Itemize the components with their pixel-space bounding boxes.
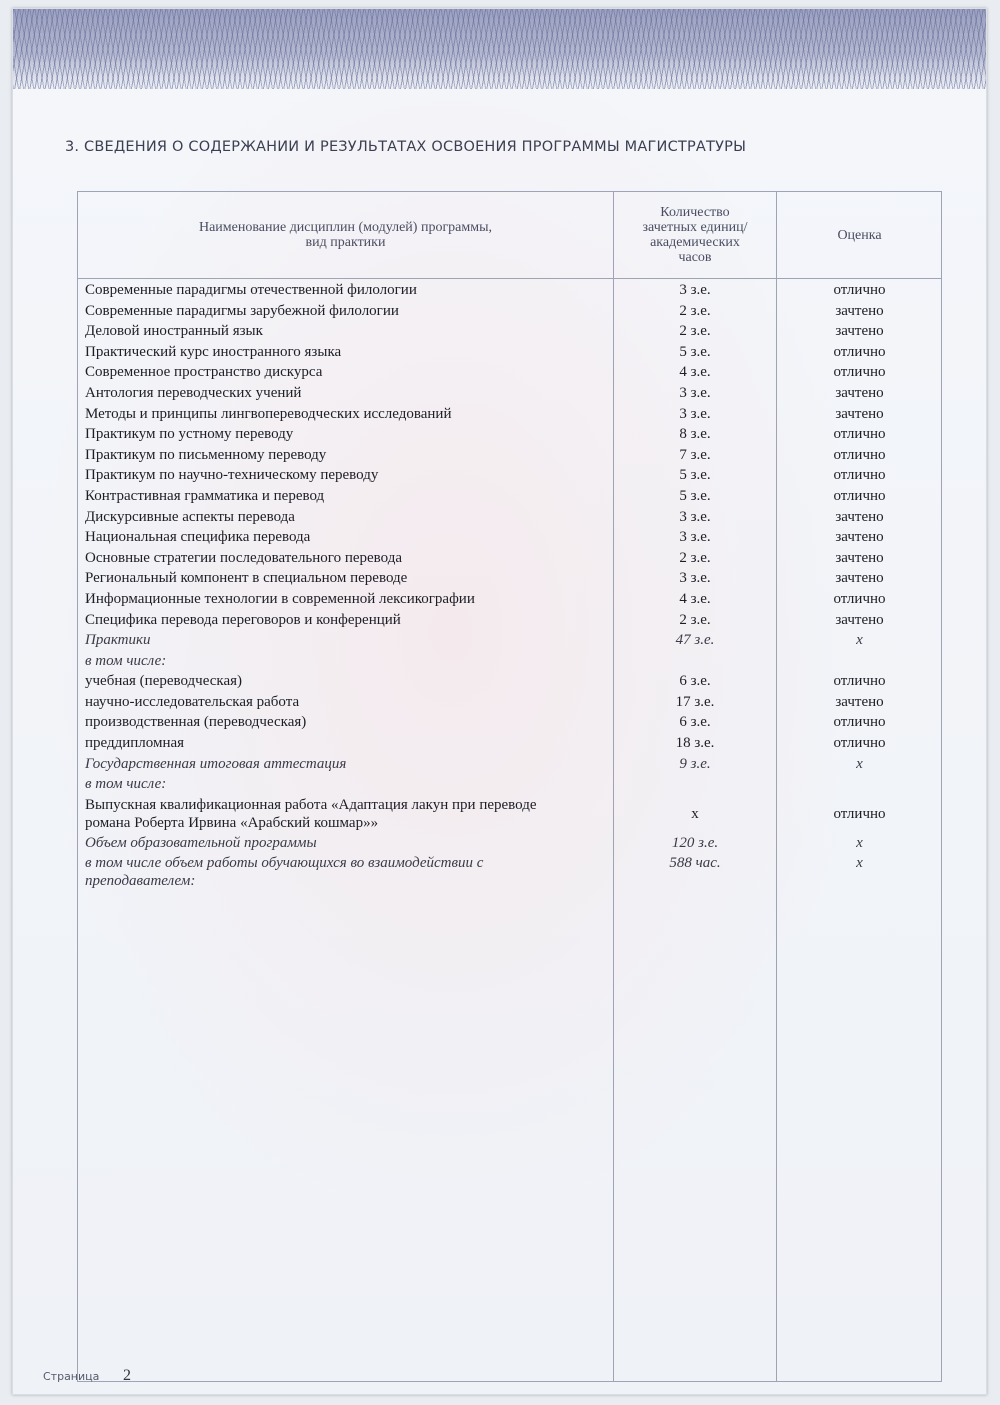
row-name: Основные стратегии последовательного перевода xyxy=(85,549,403,566)
row-name: Контрастивная грамматика и перевод xyxy=(85,487,325,504)
row-grade: отлично xyxy=(833,467,886,484)
header-grade xyxy=(777,192,942,278)
header-name-line: вид практики xyxy=(305,235,386,250)
table-row xyxy=(78,445,943,466)
table-row-contact-hours xyxy=(78,853,943,890)
row-name: Деловой иностранный язык xyxy=(85,323,263,340)
row-units: 17 з.е. xyxy=(675,693,715,710)
row-name: Методы и принципы лингвопереводческих исследований xyxy=(85,405,452,422)
row-name: Практикум по научно-техническому переводу xyxy=(85,467,379,484)
table-row xyxy=(78,733,943,754)
row-name: Антология переводческих учений xyxy=(85,384,302,401)
header-units-line: Количество xyxy=(660,205,730,220)
table-row xyxy=(78,342,943,363)
row-units: 5 з.е. xyxy=(679,487,711,504)
row-grade: зачтено xyxy=(835,384,884,401)
page-label: Страница xyxy=(43,1370,100,1383)
row-grade: отлично xyxy=(833,343,886,360)
row-name: учебная (переводческая) xyxy=(85,673,243,690)
table-row-program-volume xyxy=(78,833,943,854)
row-units: 4 з.е. xyxy=(679,364,711,381)
table-row xyxy=(78,527,943,548)
row-grade: x xyxy=(856,632,863,649)
row-name xyxy=(85,796,605,832)
page-number: 2 xyxy=(123,1367,131,1384)
row-units: 588 час. xyxy=(669,855,721,872)
security-pattern-band xyxy=(13,9,986,89)
row-units: 7 з.е. xyxy=(679,446,711,463)
table-row xyxy=(78,568,943,589)
row-grade: отлично xyxy=(833,805,886,822)
row-name: производственная (переводческая) xyxy=(85,714,307,731)
row-grade: отлично xyxy=(833,735,886,752)
table-row-thesis xyxy=(78,795,943,833)
header-units-line: академических xyxy=(650,235,740,250)
row-units: 8 з.е. xyxy=(679,426,711,443)
table-row xyxy=(78,712,943,733)
row-name: Национальная специфика перевода xyxy=(85,529,311,546)
row-grade: x xyxy=(856,834,863,851)
row-units: 2 з.е. xyxy=(679,302,711,319)
row-units: 2 з.е. xyxy=(679,549,711,566)
row-units: 18 з.е. xyxy=(675,735,715,752)
row-name: Современное пространство дискурса xyxy=(85,364,323,381)
row-name: Современные парадигмы зарубежной филологии xyxy=(85,302,399,319)
table-row xyxy=(78,280,943,301)
row-grade: отлично xyxy=(833,590,886,607)
row-units: 3 з.е. xyxy=(679,529,711,546)
row-grade: отлично xyxy=(833,364,886,381)
table-row xyxy=(78,589,943,610)
header-grade-label: Оценка xyxy=(837,227,882,243)
row-units: 6 з.е. xyxy=(679,714,711,731)
row-units: 4 з.е. xyxy=(679,590,711,607)
row-name: преддипломная xyxy=(85,735,185,752)
row-name-line: в том числе объем работы обучающихся во взаимодействии с xyxy=(85,855,484,872)
row-units: 3 з.е. xyxy=(679,282,711,298)
row-name: в том числе: xyxy=(85,652,167,669)
table-row-final-attestation xyxy=(78,754,943,775)
table-row xyxy=(78,424,943,445)
row-units: 5 з.е. xyxy=(679,343,711,360)
row-grade: зачтено xyxy=(835,693,884,710)
table-row xyxy=(78,301,943,322)
table-row xyxy=(78,507,943,528)
row-grade: зачтено xyxy=(835,549,884,566)
row-name-line: романа Роберта Ирвина «Арабский кошмар»» xyxy=(85,814,379,831)
table-row xyxy=(78,465,943,486)
row-name-line: преподавателем: xyxy=(85,873,196,890)
row-units: 120 з.е. xyxy=(671,834,719,851)
row-grade: зачтено xyxy=(835,302,884,319)
row-units: 3 з.е. xyxy=(679,405,711,422)
row-grade: x xyxy=(856,755,863,772)
row-units: 2 з.е. xyxy=(679,611,711,628)
row-units: 2 з.е. xyxy=(679,323,711,340)
table-row xyxy=(78,610,943,631)
section-title: 3. СВЕДЕНИЯ О СОДЕРЖАНИИ И РЕЗУЛЬТАТАХ ОСВОЕНИЯ ПРОГРАММЫ МАГИСТРАТУРЫ xyxy=(65,139,747,155)
row-name: в том числе: xyxy=(85,776,167,793)
row-name: научно-исследовательская работа xyxy=(85,693,300,710)
table-row xyxy=(78,321,943,342)
row-name: Современные парадигмы отечественной филологии xyxy=(85,282,417,298)
row-units: 9 з.е. xyxy=(679,755,711,772)
header-divider xyxy=(78,278,941,279)
row-grade: зачтено xyxy=(835,323,884,340)
header-credit-units xyxy=(614,192,776,278)
row-units: 3 з.е. xyxy=(679,384,711,401)
row-grade: зачтено xyxy=(835,570,884,587)
row-name: Государственная итоговая аттестация xyxy=(85,755,347,772)
table-row-subheading xyxy=(78,774,943,795)
table-row xyxy=(78,404,943,425)
row-grade: зачтено xyxy=(835,611,884,628)
row-units: 6 з.е. xyxy=(679,673,711,690)
row-units: 3 з.е. xyxy=(679,570,711,587)
table-row xyxy=(78,692,943,713)
row-units: 47 з.е. xyxy=(675,632,715,649)
header-name-line: Наименование дисциплин (модулей) программы, xyxy=(198,220,493,235)
row-units: x xyxy=(691,805,699,822)
row-grade: x xyxy=(856,855,863,872)
table-body xyxy=(78,280,943,890)
disciplines-table xyxy=(77,191,942,1382)
row-name: Практикум по письменному переводу xyxy=(85,446,327,463)
row-name: Практики xyxy=(85,632,151,649)
row-name: Информационные технологии в современной лексикографии xyxy=(85,590,475,607)
table-row xyxy=(78,486,943,507)
row-grade: отлично xyxy=(833,714,886,731)
row-name: Объем образовательной программы xyxy=(85,834,317,851)
table-row xyxy=(78,671,943,692)
row-units: 5 з.е. xyxy=(679,467,711,484)
row-grade: отлично xyxy=(833,673,886,690)
header-units-line: часов xyxy=(678,250,712,265)
row-name: Региональный компонент в специальном переводе xyxy=(85,570,408,587)
row-name: Практический курс иностранного языка xyxy=(85,343,342,360)
table-row xyxy=(78,362,943,383)
row-name: Дискурсивные аспекты перевода xyxy=(85,508,295,525)
row-grade: отлично xyxy=(833,487,886,504)
row-grade: зачтено xyxy=(835,508,884,525)
table-row-practices xyxy=(78,630,943,651)
row-name xyxy=(85,854,605,890)
row-name: Специфика перевода переговоров и конференций xyxy=(85,611,401,628)
table-row xyxy=(78,548,943,569)
diploma-sheet xyxy=(12,8,987,1395)
row-grade: отлично xyxy=(833,282,886,298)
row-grade: отлично xyxy=(833,446,886,463)
row-name-line: Выпускная квалификационная работа «Адаптация лакун при переводе xyxy=(85,796,537,813)
row-units: 3 з.е. xyxy=(679,508,711,525)
row-grade: отлично xyxy=(833,426,886,443)
table-row-subheading xyxy=(78,651,943,672)
table-row xyxy=(78,383,943,404)
header-discipline-name xyxy=(78,192,613,278)
header-units-line: зачетных единиц/ xyxy=(642,220,748,235)
row-grade: зачтено xyxy=(835,529,884,546)
row-name: Практикум по устному переводу xyxy=(85,426,294,443)
row-grade: зачтено xyxy=(835,405,884,422)
